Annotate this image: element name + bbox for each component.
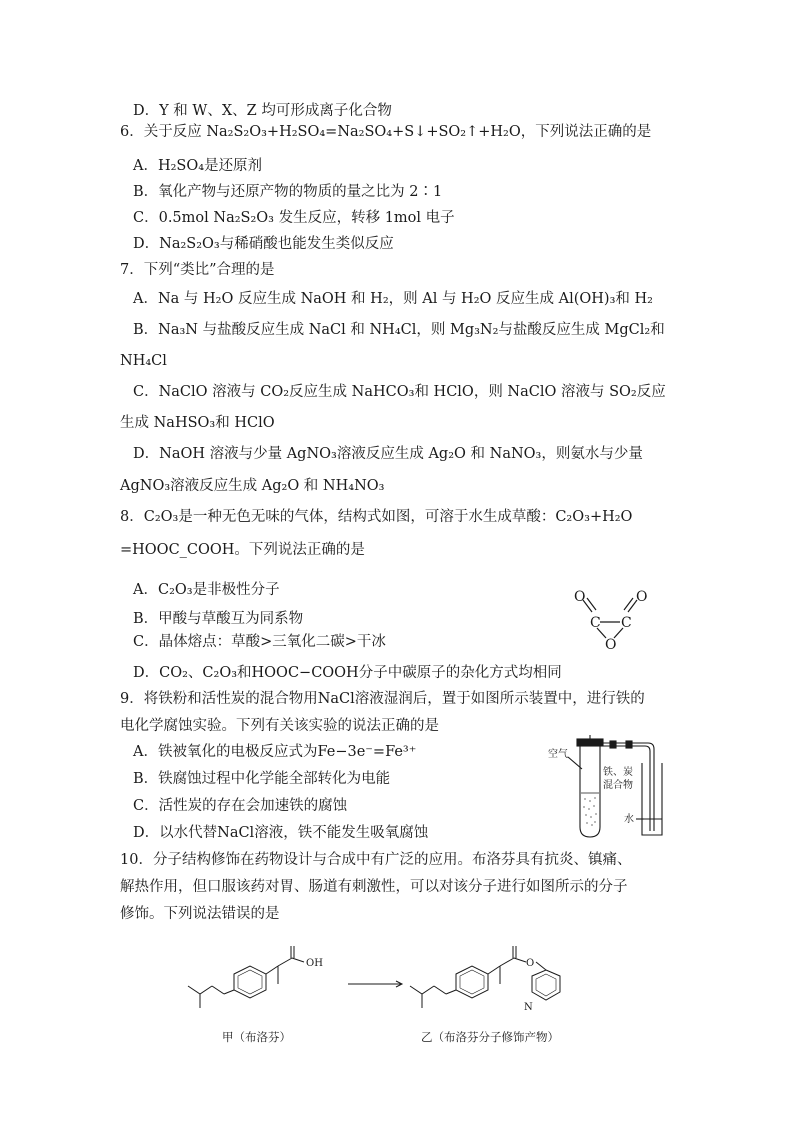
carbon-atom-right: C <box>621 615 632 631</box>
q9-option-c: C．活性炭的存在会加速铁的腐蚀 <box>133 798 348 814</box>
carbon-atom-left: C <box>590 615 601 631</box>
label-mixture-line1: 铁、炭 <box>603 767 633 778</box>
q7-option-a: A．Na 与 H₂O 反应生成 NaOH 和 H₂，则 Al 与 H₂O 反应生成 Al(OH)₃和 H₂ <box>133 291 653 307</box>
q8-stem: 8．C₂O₃是一种无色无味的气体，结构式如图，可溶于水生成草酸：C₂O₃+H₂O <box>120 509 633 525</box>
q8-option-a: A．C₂O₃是非极性分子 <box>133 582 280 598</box>
q5-option-d: D．Y 和 W、X、Z 均可形成离子化合物 <box>133 103 392 119</box>
q7-option-c: C．NaClO 溶液与 CO₂反应生成 NaHCO₃和 HClO，则 NaClO 溶液与 SO₂反应 <box>133 384 666 400</box>
q8-stem-cont: =HOOC_COOH。下列说法正确的是 <box>120 542 365 558</box>
q10-stem: 10．分子结构修饰在药物设计与合成中有广泛的应用。布洛芬具有抗炎、镇痛、 <box>120 852 632 868</box>
q7-option-d: D．NaOH 溶液与少量 AgNO₃溶液反应生成 Ag₂O 和 NaNO₃，则氨水与少量 <box>133 446 643 462</box>
q6-option-a: A．H₂SO₄是还原剂 <box>133 158 263 174</box>
caption-ibuprofen: 甲（布洛芬） <box>222 1030 291 1044</box>
hydroxyl-label: OH <box>306 958 323 969</box>
caption-modified-ibuprofen: 乙（布洛芬分子修饰产物） <box>421 1030 559 1044</box>
q6-option-c: C．0.5mol Na₂S₂O₃ 发生反应，转移 1mol 电子 <box>133 210 455 226</box>
q9-option-a: A．铁被氧化的电极反应式为Fe−3e⁻=Fe³⁺ <box>133 744 417 760</box>
q6-stem: 6．关于反应 Na₂S₂O₃+H₂SO₄=Na₂SO₄+S↓+SO₂↑+H₂O，下列说法正确的是 <box>120 124 652 140</box>
q7-option-d-cont: AgNO₃溶液反应生成 Ag₂O 和 NH₄NO₃ <box>120 478 385 494</box>
q7-stem: 7．下列“类比”合理的是 <box>120 262 275 278</box>
q8-option-c: C．晶体熔点：草酸>三氧化二碳>干冰 <box>133 634 386 650</box>
q7-option-c-cont: 生成 NaHSO₃和 HClO <box>120 415 275 431</box>
q6-option-d: D．Na₂S₂O₃与稀硝酸也能发生类似反应 <box>133 236 394 252</box>
label-water: 水 <box>624 814 634 825</box>
q9-option-d: D．以水代替NaCl溶液，铁不能发生吸氧腐蚀 <box>133 825 429 841</box>
q6-option-b: B．氧化产物与还原产物的物质的量之比为 2∶1 <box>133 184 443 200</box>
q10-stem-cont2: 修饰。下列说法错误的是 <box>120 906 280 922</box>
corrosion-apparatus-diagram <box>540 735 670 840</box>
pyridine-nitrogen-label: N <box>524 1002 533 1013</box>
q9-stem: 9．将铁粉和活性炭的混合物用NaCl溶液湿润后，置于如图所示装置中，进行铁的 <box>120 691 645 707</box>
q7-option-b: B．Na₃N 与盐酸反应生成 NaCl 和 NH₄Cl，则 Mg₃N₂与盐酸反应生成 MgCl₂和 <box>133 322 665 338</box>
label-air: 空气 <box>548 749 568 760</box>
q7-option-b-cont: NH₄Cl <box>120 353 167 369</box>
q8-option-d: D．CO₂、C₂O₃和HOOC−COOH分子中碳原子的杂化方式均相同 <box>133 665 562 681</box>
oxygen-atom-left: O <box>574 589 586 605</box>
c2o3-structure-diagram <box>566 586 666 656</box>
q8-option-b: B．甲酸与草酸互为同系物 <box>133 611 304 627</box>
q9-option-b: B．铁腐蚀过程中化学能全部转化为电能 <box>133 771 391 787</box>
ibuprofen-modification-diagram <box>180 944 620 1024</box>
ester-oxygen-label: O <box>526 958 535 969</box>
q9-stem-cont: 电化学腐蚀实验。下列有关该实验的说法正确的是 <box>120 718 439 734</box>
q10-stem-cont1: 解热作用，但口服该药对胃、肠道有刺激性，可以对该分子进行如图所示的分子 <box>120 879 628 895</box>
label-mixture-line2: 混合物 <box>603 780 633 791</box>
oxygen-atom-right: O <box>636 589 648 605</box>
oxygen-atom-bridge: O <box>605 637 617 653</box>
